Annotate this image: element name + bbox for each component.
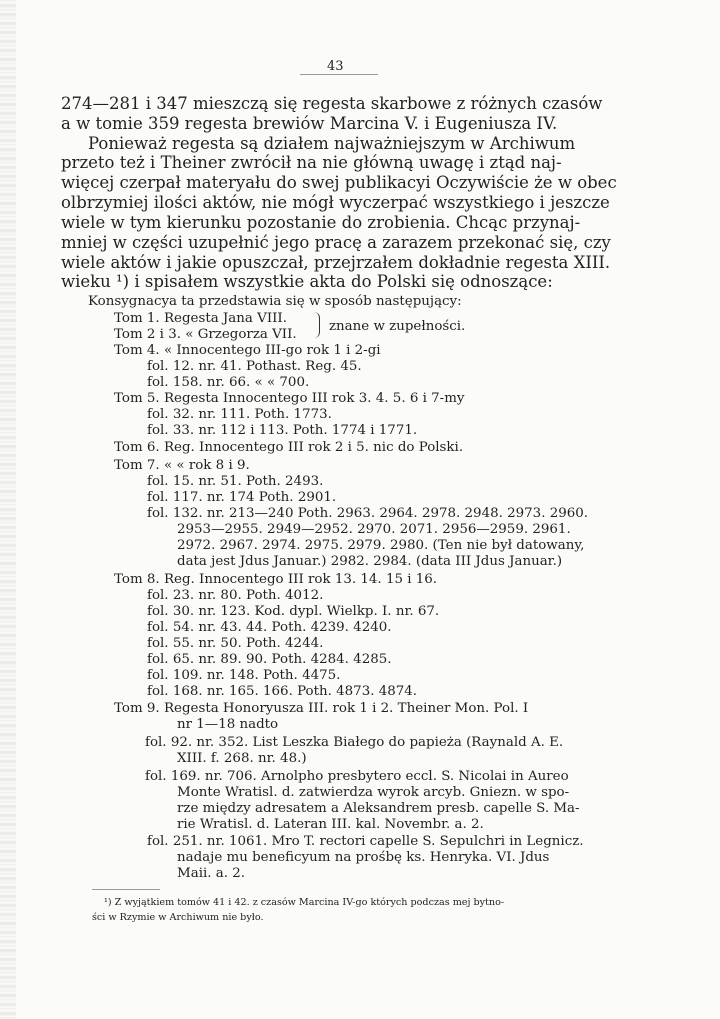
list-item: nadaje mu beneficyum na prośbę ks. Henryka. VI. Jdus (177, 850, 550, 865)
list-item: fol. 169. nr. 706. Arnolpho presbytero eccl. S. Nicolai in Aureo (145, 769, 569, 784)
list-item: Tom 1. Regesta Jana VIII. (114, 311, 287, 326)
consignation-intro: Konsygnacya ta przedstawia się w sposób następujący: (88, 294, 462, 309)
paragraph-line: wiele w tym kierunku pozostanie do zrobienia. Chcąc przynaj- (61, 213, 581, 232)
list-item: fol. 54. nr. 43. 44. Poth. 4239. 4240. (147, 620, 392, 635)
footnote-line: ¹) Z wyjątkiem tomów 41 i 42. z czasów Marcina IV-go których podczas mej bytno- (104, 897, 505, 908)
list-item: 2972. 2967. 2974. 2975. 2979. 2980. (Ten nie był datowany, (177, 538, 585, 553)
paragraph-line: wieku ¹) i spisałem wszystkie akta do Polski się odnoszące: (61, 272, 553, 291)
header-rule (300, 74, 378, 75)
list-item: fol. 132. nr. 213—240 Poth. 2963. 2964. 2978. 2948. 2973. 2960. (147, 506, 589, 521)
list-item: rie Wratisl. d. Lateran III. kal. Novembr. a. 2. (177, 817, 484, 832)
paragraph-line: olbrzymiej ilości aktów, nie mógł wyczerpać wszystkiego i jeszcze (61, 193, 610, 212)
paragraph-line: przeto też i Theiner zwrócił na nie główną uwagę i ztąd naj- (61, 153, 562, 172)
list-item: fol. 32. nr. 111. Poth. 1773. (147, 407, 332, 422)
list-item: fol. 55. nr. 50. Poth. 4244. (147, 636, 324, 651)
list-item: fol. 30. nr. 123. Kod. dypl. Wielkp. I. nr. 67. (147, 604, 440, 619)
list-item: fol. 109. nr. 148. Poth. 4475. (147, 668, 341, 683)
paragraph-line: mniej w części uzupełnić jego pracę a zarazem przekonać się, czy (61, 233, 611, 252)
list-item: fol. 117. nr. 174 Poth. 2901. (147, 490, 337, 505)
list-item: Maii. a. 2. (177, 866, 246, 881)
list-item: Tom 8. Reg. Innocentego III rok 13. 14. 15 i 16. (114, 572, 438, 587)
page-number: 43 (327, 59, 344, 74)
list-item: fol. 92. nr. 352. List Leszka Białego do papieża (Raynald A. E. (145, 735, 564, 750)
list-item: fol. 158. nr. 66. « « 700. (147, 375, 310, 390)
list-item: fol. 65. nr. 89. 90. Poth. 4284. 4285. (147, 652, 392, 667)
list-item: Tom 7. « « rok 8 i 9. (114, 458, 250, 473)
list-item: fol. 23. nr. 80. Poth. 4012. (147, 588, 324, 603)
list-item: fol. 12. nr. 41. Pothast. Reg. 45. (147, 359, 362, 374)
list-item: fol. 168. nr. 165. 166. Poth. 4873. 4874. (147, 684, 418, 699)
list-item: Tom 6. Reg. Innocentego III rok 2 i 5. nic do Polski. (114, 440, 464, 455)
list-item: data jest Jdus Januar.) 2982. 2984. (data III Jdus Januar.) (177, 554, 563, 569)
paragraph-line: Ponieważ regesta są działem najważniejszym w Archiwum (88, 134, 576, 153)
list-item: Monte Wratisl. d. zatwierdza wyrok arcyb. Gniezn. w spo- (177, 785, 570, 800)
list-item: 2953—2955. 2949—2952. 2970. 2071. 2956—2959. 2961. (177, 522, 571, 537)
footnote-line: ści w Rzymie w Archiwum nie było. (92, 912, 264, 923)
paragraph-line: a w tomie 359 regesta brewiów Marcina V. i Eugeniusza IV. (61, 114, 558, 133)
list-item: Tom 5. Regesta Innocentego III rok 3. 4. 5. 6 i 7-my (114, 391, 465, 406)
list-item: rze między adresatem a Aleksandrem presb. capelle S. Ma- (177, 801, 580, 816)
list-item: fol. 33. nr. 112 i 113. Poth. 1774 i 1771. (147, 423, 418, 438)
curly-brace (313, 312, 320, 338)
list-item: XIII. f. 268. nr. 48.) (177, 751, 307, 766)
list-item: fol. 251. nr. 1061. Mro T. rectori capelle S. Sepulchri in Legnicz. (147, 834, 584, 849)
list-item: Tom 4. « Innocentego III-go rok 1 i 2-gi (114, 343, 381, 358)
paragraph-line: 274—281 i 347 mieszczą się regesta skarbowe z różnych czasów (61, 94, 603, 113)
list-item: Tom 2 i 3. « Grzegorza VII. (114, 327, 297, 342)
brace-note: znane w zupełności. (329, 319, 466, 334)
paragraph-line: wiele aktów i jakie opuszczał, przejrzałem dokładnie regesta XIII. (61, 253, 611, 272)
scanned-page-edge (0, 0, 16, 1019)
list-item: fol. 15. nr. 51. Poth. 2493. (147, 474, 324, 489)
list-item: Tom 9. Regesta Honoryusza III. rok 1 i 2. Theiner Mon. Pol. I (114, 701, 529, 716)
list-item: nr 1—18 nadto (177, 717, 279, 732)
paragraph-line: więcej czerpał materyału do swej publikacyi Oczywiście że w obec (61, 173, 617, 192)
footnote-rule (92, 889, 160, 890)
